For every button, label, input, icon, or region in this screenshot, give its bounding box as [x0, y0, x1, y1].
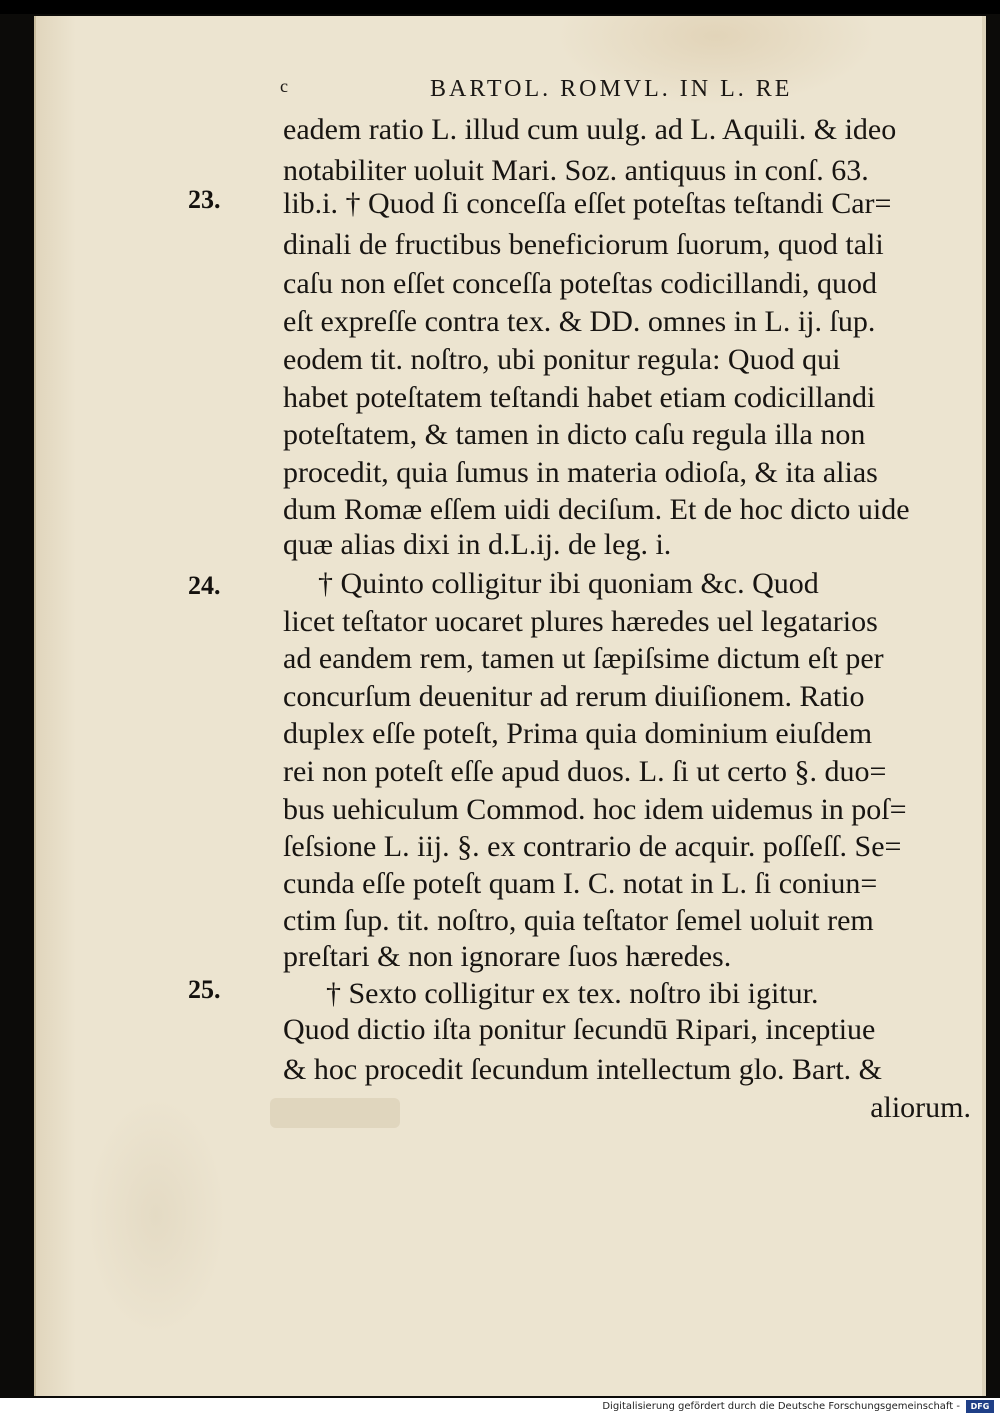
dfg-logo: DFG: [966, 1400, 994, 1413]
page-stain: [270, 1098, 400, 1128]
text-line: preſtari & non ignorare ſuos hæredes.: [283, 940, 732, 973]
text-line: Quod dictio iſta ponitur ſecundū Ripari, inceptiue: [283, 1013, 876, 1046]
text-line-final: aliorum.: [870, 1091, 971, 1124]
text-line: ad eandem rem, tamen ut ſæpiſsime dictum eſt per: [283, 642, 884, 675]
text-line: caſu non eſſet conceſſa poteſtas codicillandi, quod: [283, 267, 877, 300]
text-line: dinali de fructibus beneficiorum ſuorum, quod tali: [283, 228, 884, 261]
running-head-text: BARTOL. ROMVL. IN L. RE: [430, 76, 793, 102]
margin-number-25: 25.: [188, 975, 221, 1004]
text-line: notabiliter uoluit Mari. Soz. antiquus in conſ. 63.: [283, 154, 869, 187]
text-line: ſeſsione L. iij. §. ex contrario de acquir. poſſeſſ. Se=: [283, 830, 902, 863]
text-line: habet poteſtatem teſtandi habet etiam codicillandi: [283, 381, 876, 414]
text-line: quæ alias dixi in d.L.ij. de leg. i.: [283, 528, 672, 561]
text-line: & hoc procedit ſecundum intellectum glo. Bart. &: [283, 1053, 883, 1086]
digitization-footer: [0, 1398, 1000, 1417]
margin-number-23: 23.: [188, 185, 221, 214]
text-line: lib.i. † Quod ſi conceſſa eſſet poteſtas teſtandi Car=: [283, 187, 892, 220]
text-line: eodem tit. noſtro, ubi ponitur regula: Quod qui: [283, 343, 841, 376]
text-line: licet teſtator uocaret plures hæredes uel legatarios: [283, 605, 878, 638]
text-line: † Quinto colligitur ibi quoniam &c. Quod: [318, 567, 819, 600]
text-line: procedit, quia ſumus in materia odioſa, & ita alias: [283, 456, 878, 489]
text-line: bus uehiculum Commod. hoc idem uidemus in poſ=: [283, 793, 907, 826]
text-line: † Sexto colligitur ex tex. noſtro ibi igitur.: [326, 977, 819, 1010]
text-line: eadem ratio L. illud cum uulg. ad L. Aquili. & ideo: [283, 113, 897, 146]
text-line: cunda eſſe poteſt quam I. C. notat in L. ſi coniun=: [283, 867, 878, 900]
text-line: duplex eſſe poteſt, Prima quia dominium eiuſdem: [283, 717, 873, 750]
text-line: eſt expreſſe contra tex. & DD. omnes in L. ij. ſup.: [283, 305, 876, 338]
margin-number-24: 24.: [188, 571, 221, 600]
text-line: dum Romæ eſſem uidi deciſum. Et de hoc dicto uide: [283, 493, 910, 526]
text-line: ctim ſup. tit. noſtro, quia teſtator ſemel uoluit rem: [283, 904, 874, 937]
running-head: [280, 76, 850, 106]
scan-top-border: [0, 0, 1000, 14]
text-line: rei non poteſt eſſe apud duos. L. ſi ut certo §. duo=: [283, 755, 887, 788]
running-head-mark: c: [280, 76, 291, 96]
funding-credit: Digitalisierung gefördert durch die Deutsche Forschungsgemeinschaft -: [602, 1401, 960, 1412]
text-line: concurſum deuenitur ad rerum diuiſionem. Ratio: [283, 680, 865, 713]
text-line: poteſtatem, & tamen in dicto caſu regula illa non: [283, 418, 866, 451]
page-edge: [982, 16, 986, 1396]
